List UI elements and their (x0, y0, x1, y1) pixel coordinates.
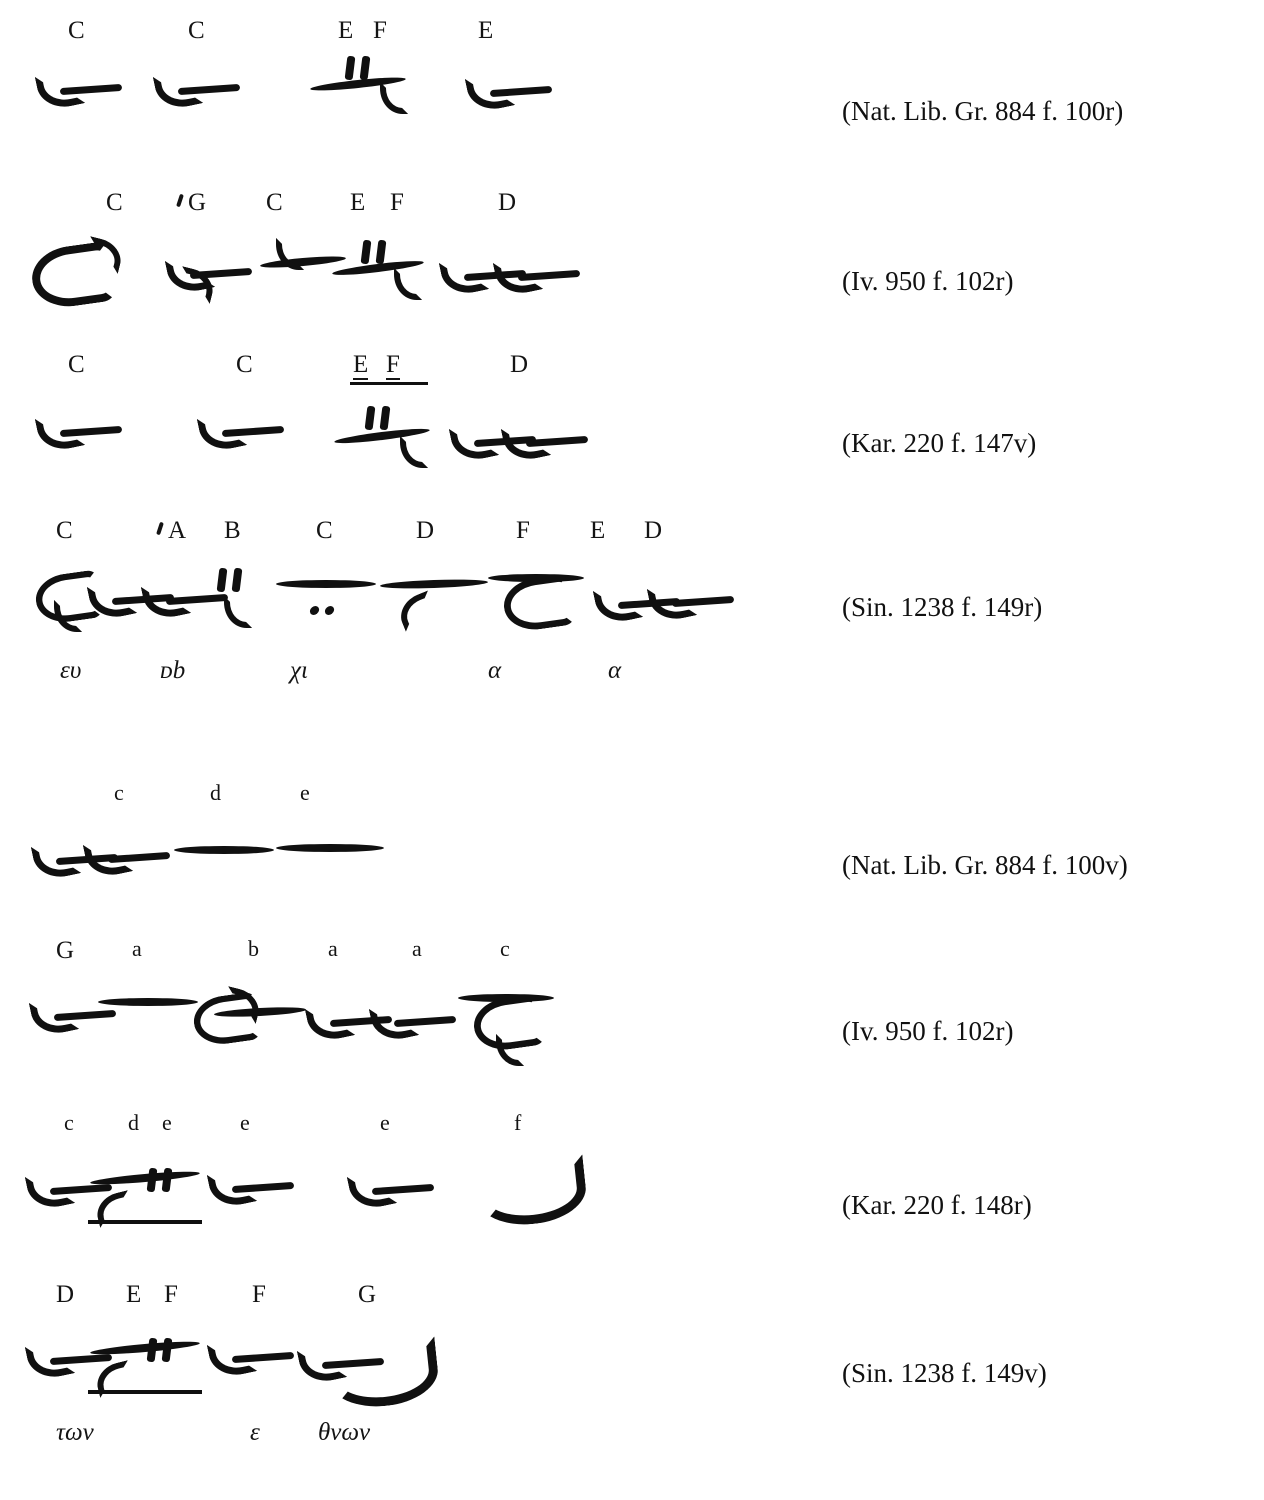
neume-diple (218, 568, 246, 594)
neume-swoop (328, 1342, 438, 1404)
pitch-letter: e (380, 1110, 390, 1135)
manuscript-citation: (Kar. 220 f. 147v) (842, 428, 1037, 458)
neume-diple (366, 406, 394, 432)
syllable-text: α (488, 657, 502, 684)
pitch-letter: C (106, 189, 123, 216)
neume-column (28, 1282, 828, 1458)
neume-sigma-curve (504, 578, 570, 626)
pitch-letter: G (188, 189, 207, 216)
pitch-letter: F (386, 351, 400, 378)
neume-apostrophos (372, 998, 458, 1032)
neume-oligon (98, 998, 198, 1006)
neume-oligon (380, 578, 488, 590)
pitch-letter: E (478, 17, 494, 44)
pitch-letter: a (132, 936, 142, 961)
pitch-letter: D (644, 517, 663, 544)
manuscript-citation: (Sin. 1238 f. 149r) (842, 592, 1043, 622)
neume-diple (362, 240, 390, 266)
pitch-letter: e (162, 1110, 172, 1135)
pitch-letter: C (316, 517, 333, 544)
neume-row (28, 816, 828, 890)
neume-apostrophos (156, 66, 242, 100)
pitch-letter: c (64, 1110, 74, 1135)
neume-apostrophos (496, 252, 582, 286)
neume-kentemata (310, 606, 336, 616)
neume-curl (398, 590, 435, 620)
pitch-letter: A (168, 517, 187, 544)
pitch-letter: C (236, 351, 253, 378)
accent-mark (156, 522, 164, 536)
syllable-row (28, 658, 828, 696)
syllable-text: ευ (60, 657, 82, 684)
pitch-letter: C (56, 517, 73, 544)
neume-apostrophos (210, 1334, 296, 1368)
neume-curl (98, 1190, 132, 1216)
neume-row (28, 386, 828, 490)
pitch-letter-row (28, 352, 828, 386)
pitch-letter: c (114, 780, 124, 805)
pitch-letter: b (248, 936, 259, 961)
neume-oligon (276, 844, 384, 852)
neume-apostrophos (38, 66, 124, 100)
pitch-letter: E (350, 189, 366, 216)
manuscript-citation: (Nat. Lib. Gr. 884 f. 100v) (842, 850, 1128, 880)
neume-curl (86, 236, 120, 262)
manuscript-citation: (Kar. 220 f. 148r) (842, 1190, 1032, 1220)
syllable-text: θνων (318, 1419, 371, 1446)
neume-diple (346, 56, 374, 82)
neume-tail-hook (224, 596, 250, 624)
pitch-letter: G (358, 1281, 377, 1308)
pitch-letter: E (353, 351, 369, 378)
syllable-row (28, 1420, 828, 1458)
pitch-letter: E (338, 17, 354, 44)
pitch-letter: a (328, 936, 338, 961)
pitch-letter: e (240, 1110, 250, 1135)
pitch-letter: E (590, 517, 606, 544)
neume-tail-hook (496, 1034, 522, 1062)
pitch-letter: D (56, 1281, 75, 1308)
ligature-underline (350, 382, 428, 385)
neume-curl (178, 266, 212, 292)
syllable-text: ᴅb (160, 657, 186, 684)
neume-row (28, 224, 828, 320)
neume-row (28, 1146, 828, 1250)
neume-tail-hook (54, 600, 80, 628)
neume-row (28, 52, 828, 122)
neume-tail-hook (400, 436, 426, 464)
pitch-letter: c (500, 936, 510, 961)
neume-apostrophos (350, 1166, 436, 1200)
pitch-letter: D (416, 517, 435, 544)
neume-column (28, 1112, 828, 1250)
pitch-letter-row (28, 1282, 828, 1316)
pitch-letter: C (68, 351, 85, 378)
syllable-text: χι (290, 657, 308, 684)
neume-row (28, 1316, 828, 1420)
pitch-letter: F (373, 17, 387, 44)
neume-column (28, 190, 828, 320)
pitch-letter: D (498, 189, 517, 216)
pitch-letter: F (516, 517, 530, 544)
pitch-letter: E (126, 1281, 142, 1308)
neume-row (28, 972, 828, 1068)
pitch-letter: a (412, 936, 422, 961)
neume-apostrophos (32, 992, 118, 1026)
neume-apostrophos (86, 834, 172, 868)
neume-apostrophos (504, 418, 590, 452)
neume-swoop (476, 1160, 586, 1222)
neume-column (28, 518, 828, 696)
ligature-underline (88, 1220, 202, 1224)
neume-apostrophos (468, 68, 554, 102)
neume-diple (148, 1168, 176, 1194)
syllable-text: ε (250, 1419, 260, 1446)
manuscript-citation: (Iv. 950 f. 102r) (842, 1016, 1014, 1046)
manuscript-citation: (Nat. Lib. Gr. 884 f. 100r) (842, 96, 1124, 126)
ligature-underline (88, 1390, 202, 1394)
manuscript-citation: (Iv. 950 f. 102r) (842, 266, 1014, 296)
pitch-letter: d (128, 1110, 139, 1135)
manuscript-citation: (Sin. 1238 f. 149v) (842, 1358, 1047, 1388)
pitch-letter: F (252, 1281, 266, 1308)
syllable-text: α (608, 657, 622, 684)
neume-tail-hook (276, 238, 302, 266)
neume-column (28, 938, 828, 1068)
pitch-letter-row (28, 190, 828, 224)
accent-mark (176, 194, 184, 208)
pitch-letter: d (210, 780, 221, 805)
pitch-letter: B (224, 517, 241, 544)
pitch-letter: f (514, 1110, 522, 1135)
neume-apostrophos (210, 1164, 296, 1198)
neume-apostrophos (200, 408, 286, 442)
neume-tail-hook (394, 268, 420, 296)
pitch-letter: C (188, 17, 205, 44)
pitch-letter: C (68, 17, 85, 44)
neume-column (28, 18, 828, 122)
neume-row (28, 552, 828, 658)
neume-column (28, 352, 828, 490)
pitch-letter: F (390, 189, 404, 216)
neume-oligon (276, 580, 376, 588)
pitch-letter-row (28, 782, 828, 816)
syllable-text: των (56, 1419, 94, 1446)
pitch-letter-row (28, 938, 828, 972)
neume-oligon (174, 846, 274, 854)
pitch-letter-row (28, 1112, 828, 1146)
neume-apostrophos (650, 578, 736, 612)
pitch-letter: D (510, 351, 529, 378)
pitch-letter: C (266, 189, 283, 216)
neume-diple (148, 1338, 176, 1364)
neume-curl (98, 1360, 132, 1386)
pitch-letter: e (300, 780, 310, 805)
pitch-letter: F (164, 1281, 178, 1308)
neume-column (28, 782, 828, 890)
pitch-letter: G (56, 937, 75, 964)
pitch-letter-row (28, 518, 828, 552)
neume-tail-hook (380, 82, 406, 110)
pitch-letter-row (28, 18, 828, 52)
neume-apostrophos (38, 408, 124, 442)
